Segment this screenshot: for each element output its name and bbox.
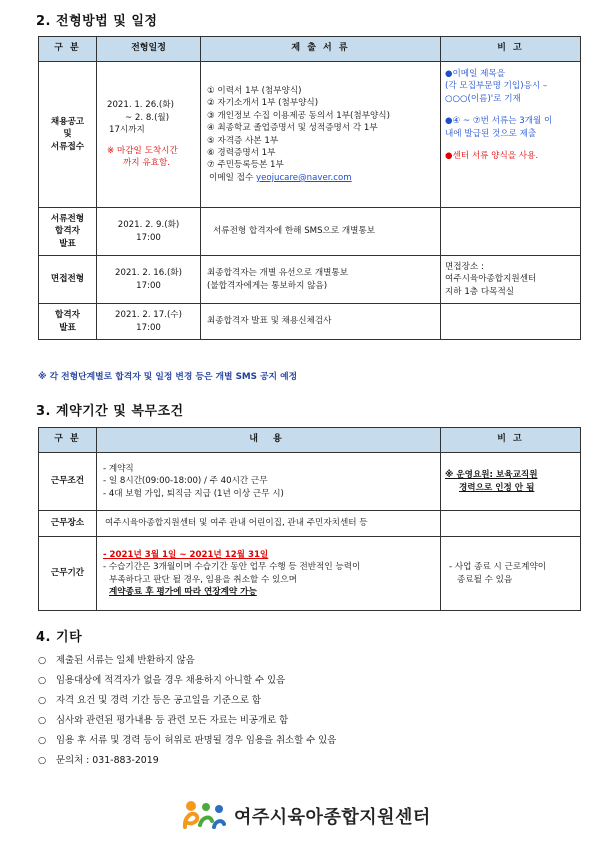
contract-row-workplace [39,511,581,537]
screening-remarks [441,208,581,256]
application-date: 2021. 1. 26.(화) ~ 2. 8.(월) 17시까지 ※ 마감일 도착시간 까지 유효함. [97,62,201,208]
child-care-center-logo-icon [182,797,226,835]
header-remarks: 비 고 [441,428,581,453]
etc-item: ○ 심사와 관련된 평가내용 등 관련 모든 자료는 비공개로 함 [38,715,289,726]
contract-header-row [39,428,581,453]
interview-content: 최종합격자는 개별 유선으로 개별통보 (불합격자에게는 통보하지 않음) [201,256,441,304]
etc-item: ○ 임용 후 서류 및 경력 등이 허위로 판명될 경우 임용을 취소할 수 있음 [38,735,337,746]
header-documents: 제 출 서 류 [201,37,441,62]
schedule-row-interview [39,256,581,304]
conditions-content: - 계약직 - 일 8시간(09:00-18:00) / 주 40시간 근무 - 4대 보험 가입, 퇴직금 지급 (1년 이상 근무 시) [97,453,441,511]
workplace-content: 여주시육아종합지원센터 및 여주 관내 어린이집, 관내 주민자치센터 등 [97,511,441,537]
interview-date: 2021. 2. 16.(화) 17:00 [97,256,201,304]
org-name: 여주시육아종합지원센터 [234,807,431,828]
contract-row-conditions [39,453,581,511]
schedule-header-row [39,37,581,62]
header-content: 내 용 [97,428,441,453]
footer-logo [182,796,431,836]
section4-title: 4. 기타 [36,630,83,645]
email-line: 이메일 접수 yeojucare@naver.com [209,172,352,183]
contract-table [38,427,581,611]
schedule-row-final-announcement [39,304,581,340]
application-remarks: ●이메일 제목을 (각 모집부문명 기입)응시 – ○○○(이름)'로 기재 ●④ ~ ⑦번 서류는 3개월 이 내에 발급된 것으로 제출 ●센터 서류 양식을 사용. [441,62,581,208]
workplace-remarks [441,511,581,537]
etc-item: ○ 임용대상에 적격자가 없을 경우 채용하지 아니할 수 있음 [38,675,286,686]
announcement-date: 2021. 2. 17.(수) 17:00 [97,304,201,340]
header-category: 구 분 [39,37,97,62]
email-link[interactable]: yeojucare@naver.com [255,172,352,183]
etc-item: ○ 자격 요건 및 경력 기간 등은 공고일을 기준으로 함 [38,695,261,706]
period-remarks: - 사업 종료 시 근로계약이 종료될 수 있음 [441,537,581,611]
header-category: 구 분 [39,428,97,453]
screening-date: 2021. 2. 9.(화) 17:00 [97,208,201,256]
row-label: 근무조건 [39,453,97,511]
interview-remarks: 면접장소 : 여주시육아종합지원센터 지하 1층 다목적실 [441,256,581,304]
section2-title: 2. 전형방법 및 일정 [36,14,158,29]
row-label: 채용공고 및 서류접수 [39,62,97,208]
header-schedule: 전형일정 [97,37,201,62]
announcement-content: 최종합격자 발표 및 채용신체검사 [201,304,441,340]
row-label: 합격자 발표 [39,304,97,340]
period-content: - 2021년 3월 1일 ~ 2021년 12월 31일 - 수습기간은 3개월이며 수습기간 동안 업무 수행 등 전반적인 능력이 부족하다고 판단 될 경우, 임용을 취소할 수 있으며 계약종료 후 평가에 따라 연장계약 가능 [97,537,441,611]
header-remarks: 비 고 [441,37,581,62]
row-label: 면접전형 [39,256,97,304]
row-label: 근무장소 [39,511,97,537]
document-list: ① 이력서 1부 (첨부양식) ② 자기소개서 1부 (첨부양식) ③ 개인정보 수집 이용제공 동의서 1부(첨부양식) ④ 최종학교 졸업증명서 및 성적증명서 각 1부 ⑤ 자격증 사본 1부 ⑥ 경력증명서 1부 ⑦ 주민등록등본 1부 이메일 접수 yeojucare@naver.com [201,62,441,208]
screening-content: 서류전형 합격자에 한해 SMS으로 개별통보 [201,208,441,256]
schedule-row-application [39,62,581,208]
row-label: 서류전형 합격자 발표 [39,208,97,256]
row-label: 근무기간 [39,537,97,611]
schedule-table [38,36,581,340]
contract-row-period [39,537,581,611]
schedule-row-document-screening [39,208,581,256]
sms-notice: ※ 각 전형단계별로 합격자 및 일정 변경 등은 개별 SMS 공지 예정 [38,372,298,382]
section3-title: 3. 계약기간 및 복무조건 [36,404,184,419]
etc-item: ○ 제출된 서류는 일체 반환하지 않음 [38,655,195,666]
announcement-remarks [441,304,581,340]
etc-item: ○ 문의처 : 031-883-2019 [38,755,159,766]
conditions-remarks: ※ 운영요원: 보육교직원 경력으로 인정 안 됨 [441,453,581,511]
